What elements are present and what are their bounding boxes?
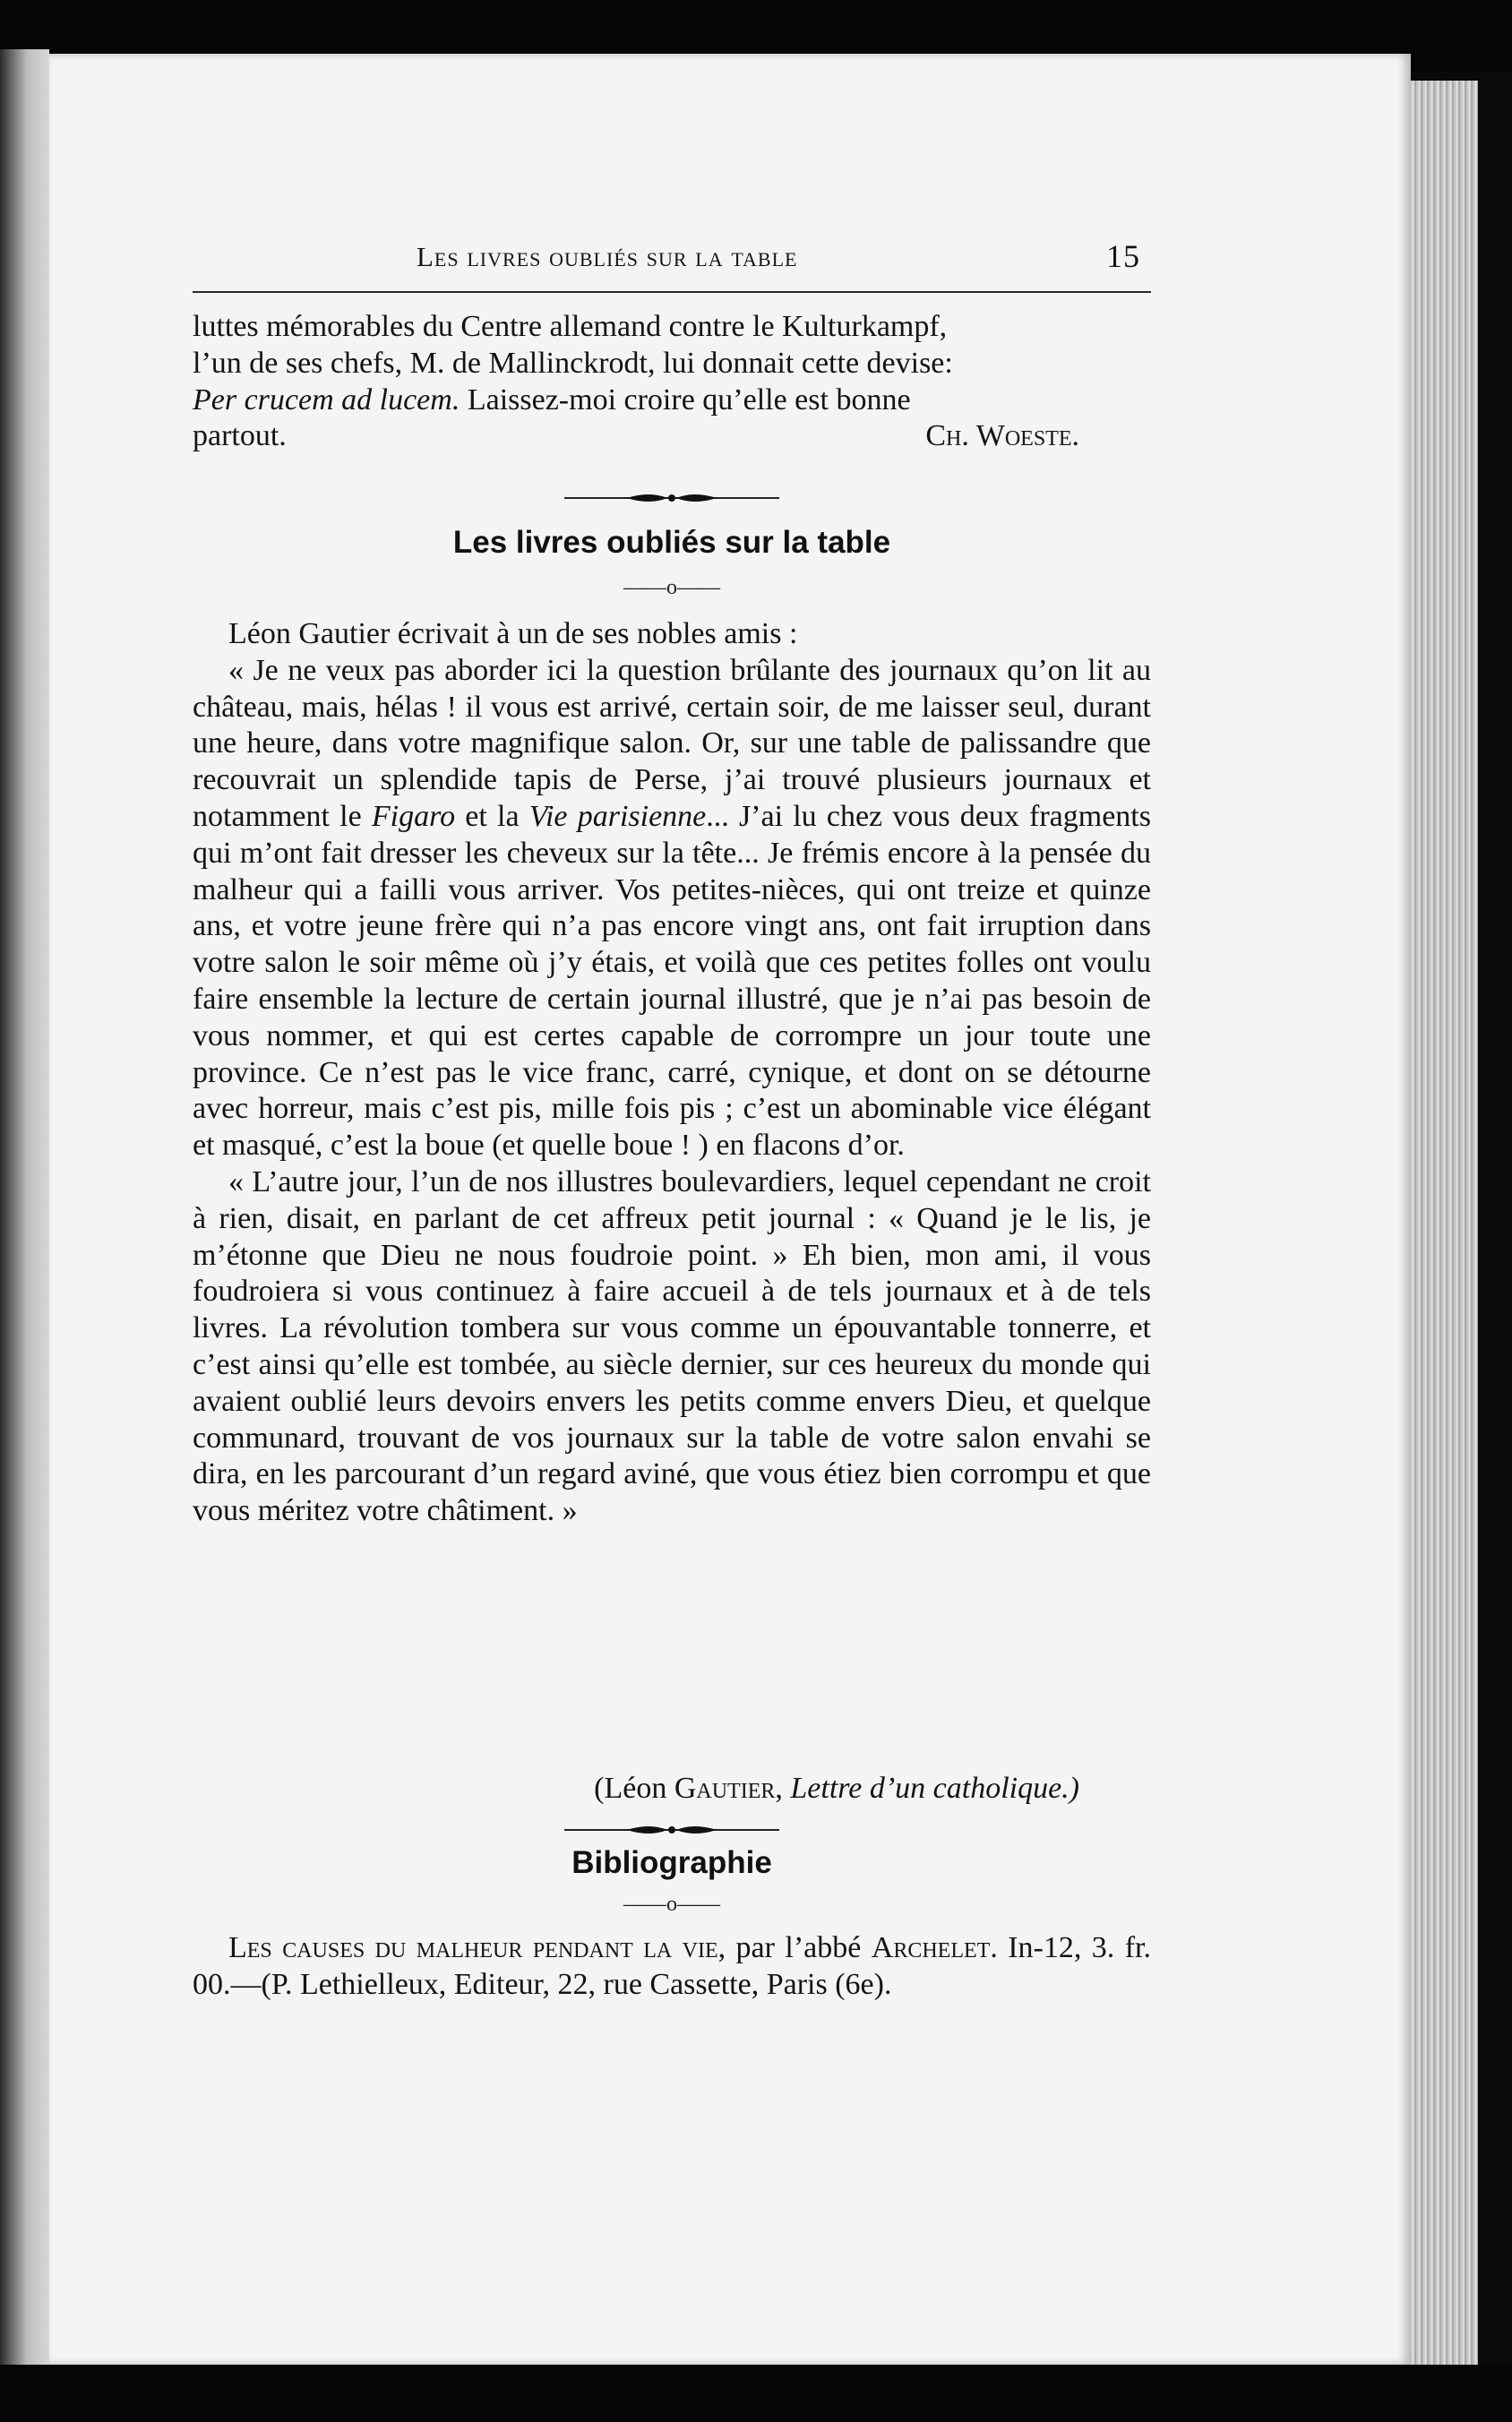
intro-line: luttes mémorables du Centre allemand contre le Kulturkampf, xyxy=(193,310,948,343)
motto: Per crucem ad lucem. xyxy=(193,382,460,417)
small-separator: ——o—— xyxy=(623,1893,720,1916)
header-rule xyxy=(193,291,1151,293)
section1-body xyxy=(193,616,1151,1530)
small-separator: ——o—— xyxy=(623,576,720,599)
running-head xyxy=(193,237,1151,282)
bibliography-text: Les causes du malheur pendant la vie, par l’abbé Archelet. In-12, 3. fr. 00.—(P. Lethielleux, Editeur, 22, rue Cassette, Paris (6e). xyxy=(193,1931,1151,2001)
bibliography-entry xyxy=(193,1930,1151,2004)
opening-line: Léon Gautier écrivait à un de ses nobles amis : xyxy=(228,617,798,650)
quote-paragraph-1: « Je ne veux pas aborder ici la question brûlante des journaux qu’on lit au château, mais, hélas ! il vous est arrivé, certain soir, de me laisser seul, durant une heure, dans votre magnifique salon. Or, sur une table de palissandre que recouvrait un splendide tapis de Perse, j’ai trouvé plusieurs journaux et notamment le Figaro et la Vie parisienne... J’ai lu chez vous deux fragments qui m’ont fait dresser les cheveux sur la tête... Je frémis encore à la pensée du malheur qui a failli vous arriver. Vos petites-nièces, qui ont treize et quinze ans, et votre jeune frère qui n’a pas encore vingt ans, ont fait irruption dans votre salon le soir même où j’y étais, et voilà que ces petites folles ont voulu faire ensemble la lecture de certain journal illustré, que je n’ai pas besoin de vous nommer, et qui est certes capable de corrompre un jour toute une province. Ce n’est pas le vice franc, carré, cynique, et dont on se détourne avec horreur, mais c’est pis, mille fois pis ; c’est un abominable vice élégant et masqué, c’est la boue (et quelle boue ! ) en flacons d’or. xyxy=(193,653,1151,1163)
intro-line: Per crucem ad lucem. Laissez-moi croire qu’elle est bonne xyxy=(193,382,911,417)
section-heading: Bibliographie xyxy=(571,1845,772,1880)
signature: Ch. Woeste. xyxy=(925,419,1079,453)
citation: (Léon Gautier, Lettre d’un catholique.) xyxy=(594,1772,1079,1805)
intro-line: l’un de ses chefs, M. de Mallinckrodt, lui donnait cette devise: xyxy=(193,346,953,380)
page-stack-edge xyxy=(1411,81,1478,2383)
facing-page-edge xyxy=(0,49,49,2369)
scan-bottom-border xyxy=(0,2365,1512,2422)
ornament-divider xyxy=(193,491,1151,509)
intro-line-last: partout. Ch. Woeste. xyxy=(193,418,1151,455)
intro-paragraph xyxy=(193,309,1151,455)
running-title: Les livres oubliés sur la table xyxy=(417,241,798,272)
section-heading: Les livres oubliés sur la table xyxy=(452,525,891,560)
quote-paragraph-2: « L’autre jour, l’un de nos illustres boulevardiers, lequel cependant ne croit à rien, disait, en parlant de cet affreux petit journal : « Quand je le lis, je m’étonne que Dieu ne nous foudroie point. » Eh bien, mon ami, il vous foudroiera si vous continuez à faire accueil à de tels journaux et à de tels livres. La révolution tombera sur vous comme un épouvantable tonnerre, et c’est ainsi qu’elle est tombée, au siècle dernier, sur ces heureux du monde qui avaient oublié leurs devoirs envers les petits comme envers Dieu, et quelque communard, trouvant de vos journaux sur la table de votre salon envahi se dira, en les parcourant d’un regard aviné, que vous étiez bien corrompu et que vous méritez votre châtiment. » xyxy=(193,1164,1151,1528)
page-number: 15 xyxy=(1106,238,1140,274)
ornament-divider xyxy=(193,1823,1151,1841)
